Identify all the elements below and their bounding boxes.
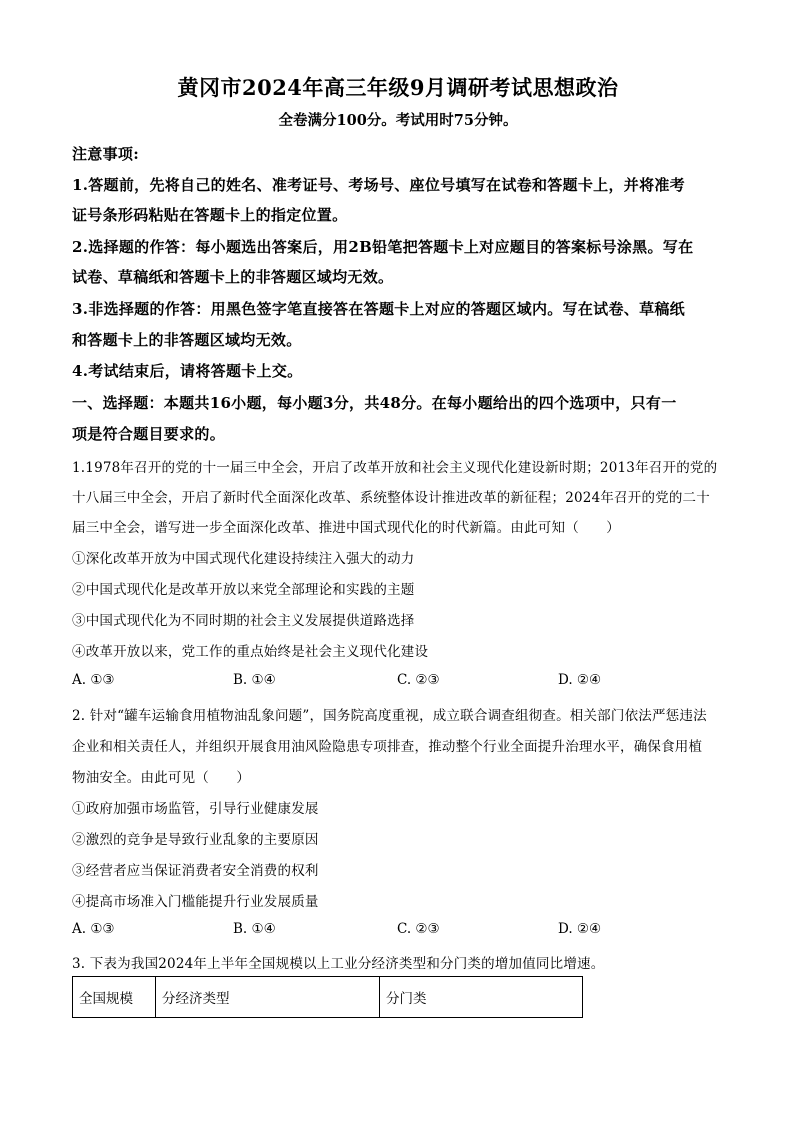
notes-line: 试卷、草稿纸和答题卡上的非答题区域均无效。: [72, 268, 394, 286]
exam-subtitle: 全卷满分100分。考试用时75分钟。: [278, 112, 518, 129]
q3-stem: 3. 下表为我国2024年上半年全国规模以上工业分经济类型和分门类的增加值同比增速。: [72, 956, 605, 972]
section-heading: 一、选择题：本题共16小题，每小题3分，共48分。在每小题给出的四个选项中，只有一: [72, 394, 677, 412]
notes-line: 证号条形码粘贴在答题卡上的指定位置。: [72, 206, 348, 224]
table-header-cell: 分门类: [380, 977, 583, 1018]
notes-heading: 注意事项:: [72, 145, 140, 163]
q2-option-b[interactable]: B. ①④: [233, 921, 276, 937]
notes-line: 1.答题前，先将自己的姓名、准考证号、考场号、座位号填写在试卷和答题卡上，并将准考: [72, 176, 685, 194]
exam-title: 黄冈市2024年高三年级9月调研考试思想政治: [177, 75, 619, 100]
q2-option-d[interactable]: D. ②④: [558, 921, 602, 937]
notes-line: 2.选择题的作答：每小题选出答案后，用2B铅笔把答题卡上对应题目的答案标号涂黑。写在: [72, 238, 694, 256]
table-header-cell: 全国规模: [73, 977, 156, 1018]
q2-stem: 物油安全。由此可见（ ）: [72, 770, 251, 786]
q2-item: ①政府加强市场监管，引导行业健康发展: [72, 801, 319, 817]
q1-item: ②中国式现代化是改革开放以来党全部理论和实践的主题: [72, 582, 415, 598]
q2-option-a[interactable]: A. ①③: [72, 921, 115, 937]
q3-table: [72, 976, 583, 1018]
notes-line: 4.考试结束后，请将答题卡上交。: [72, 362, 303, 380]
q2-stem: 2. 针对“罐车运输食用植物油乱象问题”，国务院高度重视，成立联合调查组彻查。相关部门依法严惩违法: [72, 708, 707, 724]
q1-option-c[interactable]: C. ②③: [397, 672, 440, 688]
q1-option-a[interactable]: A. ①③: [72, 672, 115, 688]
q1-item: ③中国式现代化为不同时期的社会主义发展提供道路选择: [72, 613, 415, 629]
table-header-cell: 分经济类型: [156, 977, 380, 1018]
q1-stem: 十八届三中全会，开启了新时代全面深化改革、系统整体设计推进改革的新征程；2024年召开的党的二十: [72, 490, 710, 506]
q2-stem: 企业和相关责任人，并组织开展食用油风险隐患专项排查，推动整个行业全面提升治理水平，确保食用植: [72, 739, 703, 755]
q1-item: ④改革开放以来，党工作的重点始终是社会主义现代化建设: [72, 644, 429, 660]
q2-item: ④提高市场准入门槛能提升行业发展质量: [72, 894, 319, 910]
q2-item: ②激烈的竞争是导致行业乱象的主要原因: [72, 832, 319, 848]
q2-option-c[interactable]: C. ②③: [397, 921, 440, 937]
q1-option-d[interactable]: D. ②④: [558, 672, 602, 688]
q1-item: ①深化改革开放为中国式现代化建设持续注入强大的动力: [72, 551, 415, 567]
q1-stem: 1.1978年召开的党的十一届三中全会，开启了改革开放和社会主义现代化建设新时期；2013年召开的党的: [72, 460, 718, 476]
q2-item: ③经营者应当保证消费者安全消费的权利: [72, 863, 319, 879]
q1-option-b[interactable]: B. ①④: [233, 672, 276, 688]
section-heading: 项是符合题目要求的。: [72, 425, 226, 443]
table-row: [73, 977, 583, 1018]
notes-line: 和答题卡上的非答题区域均无效。: [72, 331, 302, 349]
q1-stem: 届三中全会，谱写进一步全面深化改革、推进中国式现代化的时代新篇。由此可知（ ）: [72, 520, 620, 536]
notes-line: 3.非选择题的作答：用黑色签字笔直接答在答题卡上对应的答题区域内。写在试卷、草稿纸: [72, 300, 685, 318]
